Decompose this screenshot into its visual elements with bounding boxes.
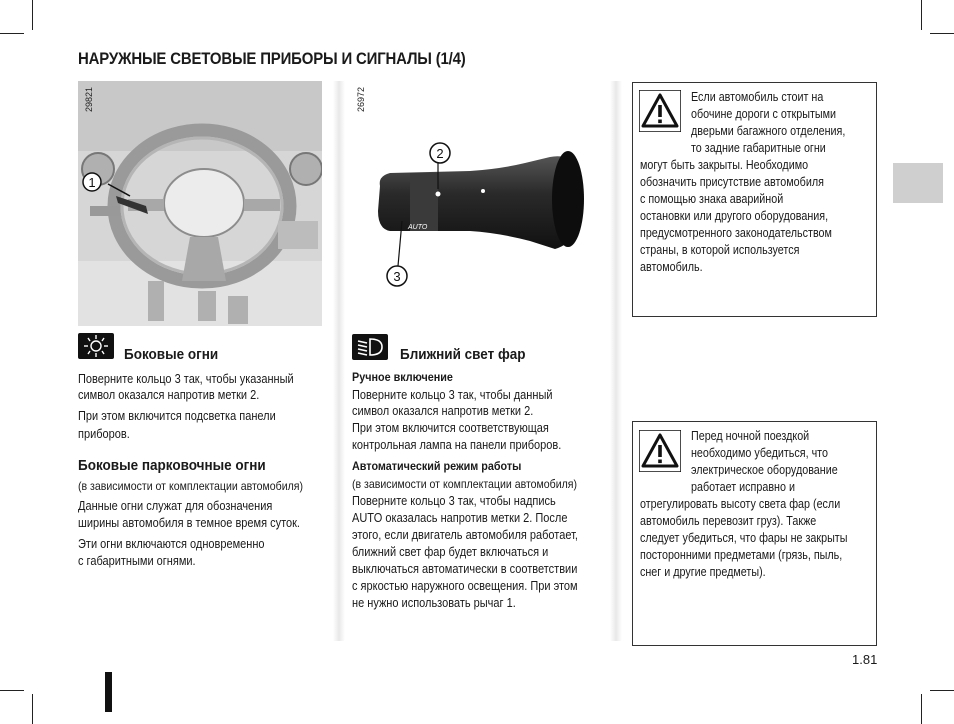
- paragraph: При этом включится подсветка панели: [78, 409, 276, 423]
- paragraph: символ оказался напротив метки 2.: [352, 404, 534, 418]
- subsection-title-auto: Автоматический режим работы: [352, 459, 522, 473]
- warning-text: электрическое оборудование: [691, 463, 838, 477]
- paragraph: не нужно использовать рычаг 1.: [352, 596, 516, 610]
- paragraph: ширины автомобиля в темное время суток.: [78, 516, 300, 530]
- paragraph: Поверните кольцо 3 так, чтобы надпись: [352, 494, 556, 508]
- crop-mark: [930, 33, 954, 34]
- paragraph: Поверните кольцо 3 так, чтобы данный: [352, 388, 553, 402]
- crop-mark: [921, 0, 922, 30]
- sidelight-icon: [78, 333, 114, 359]
- figure-code: 26972: [356, 86, 366, 112]
- callout-3: 3: [393, 269, 401, 284]
- page-number: 1.81: [852, 652, 878, 667]
- warning-text: с помощью знака аварийной: [640, 192, 784, 206]
- warning-text: отрегулировать высоту света фар (если: [640, 497, 841, 511]
- lighting-stalk-figure: [350, 81, 605, 326]
- paragraph: выключаться автоматически в соответствии: [352, 562, 578, 576]
- paragraph: символ оказался напротив метки 2.: [78, 388, 260, 402]
- paragraph: ближний свет фар будет включаться и: [352, 545, 549, 559]
- paragraph: При этом включится соответствующая: [352, 421, 549, 435]
- steering-wheel-illustration: [78, 81, 322, 326]
- paragraph: Данные огни служат для обозначения: [78, 499, 273, 513]
- crop-mark: [32, 0, 33, 30]
- paragraph: с яркостью наружного освещения. При этом: [352, 579, 578, 593]
- warning-text: следует убедиться, что фары не закрыты: [640, 531, 848, 545]
- margin-bar: [105, 672, 112, 712]
- warning-text: предусмотренного законодательством: [640, 226, 832, 240]
- crop-mark: [921, 694, 922, 724]
- warning-text: необходимо убедиться, что: [691, 446, 828, 460]
- warning-text: обозначить присутствие автомобиля: [640, 175, 824, 189]
- auto-label: AUTO: [408, 224, 428, 231]
- warning-text: снег и другие предметы).: [640, 565, 766, 579]
- paragraph: этого, если двигатель автомобиля работает,: [352, 528, 578, 542]
- warning-text: остановки или другого оборудования,: [640, 209, 829, 223]
- paragraph: (в зависимости от комплектации автомобиля): [78, 479, 304, 493]
- column-divider: [610, 81, 622, 641]
- paragraph: Эти огни включаются одновременно: [78, 537, 265, 551]
- warning-text: работает исправно и: [691, 480, 795, 494]
- crop-mark: [0, 690, 24, 691]
- warning-triangle-icon: [639, 90, 681, 137]
- subsection-title-manual: Ручное включение: [352, 370, 453, 384]
- warning-text: страны, в которой используется: [640, 243, 800, 257]
- callout-2: 2: [436, 146, 444, 161]
- warning-text: могут быть закрыты. Необходимо: [640, 158, 809, 172]
- warning-text: автомобиль.: [640, 260, 703, 274]
- column-divider: [333, 81, 345, 641]
- paragraph: приборов.: [78, 427, 130, 441]
- paragraph: (в зависимости от комплектации автомобиля): [352, 477, 578, 491]
- warning-text: дверьми багажного отделения,: [691, 124, 846, 138]
- section-title-low-beam: Ближний свет фар: [400, 346, 526, 363]
- warning-text: автомобиль перевозит груз). Также: [640, 514, 817, 528]
- crop-mark: [0, 33, 24, 34]
- paragraph: с габаритными огнями.: [78, 554, 196, 568]
- callout-1: 1: [88, 175, 96, 190]
- stalk-illustration: [350, 81, 605, 326]
- warning-text: то задние габаритные огни: [691, 141, 826, 155]
- section-title-parking: Боковые парковочные огни: [78, 457, 266, 474]
- crop-mark: [930, 690, 954, 691]
- warning-text: посторонними предметами (грязь, пыль,: [640, 548, 843, 562]
- warning-text: обочине дороги с открытыми: [691, 107, 836, 121]
- figure-code: 29821: [84, 86, 94, 112]
- dashboard-photo: [78, 81, 322, 326]
- section-tab: [893, 163, 943, 203]
- warning-text: Перед ночной поездкой: [691, 429, 810, 443]
- section-title-sidelights: Боковые огни: [124, 346, 219, 363]
- warning-triangle-icon: [639, 430, 681, 477]
- warning-text: Если автомобиль стоит на: [691, 90, 824, 104]
- low-beam-icon: [352, 334, 388, 360]
- paragraph: контрольная лампа на панели приборов.: [352, 438, 562, 452]
- paragraph: Поверните кольцо 3 так, чтобы указанный: [78, 372, 294, 386]
- crop-mark: [32, 694, 33, 724]
- paragraph: AUTO оказалась напротив метки 2. После: [352, 511, 568, 525]
- page-title: НАРУЖНЫЕ СВЕТОВЫЕ ПРИБОРЫ И СИГНАЛЫ (1/4): [78, 49, 466, 68]
